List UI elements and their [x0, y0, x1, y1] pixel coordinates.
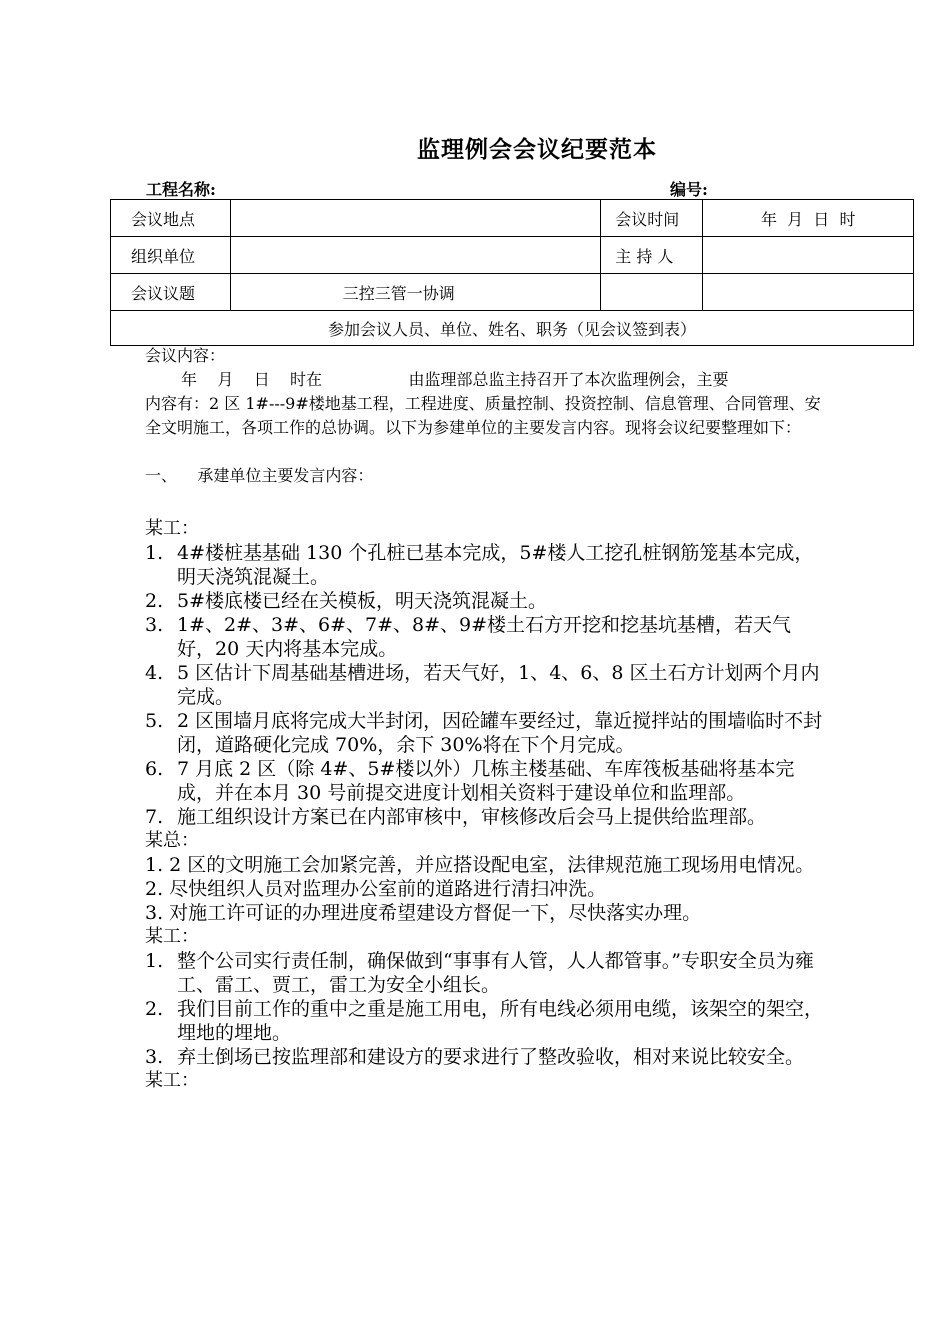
attendees-cell: 参加会议人员、单位、姓名、职务（见会议签到表） — [111, 311, 914, 346]
number-label: 编号: — [670, 180, 708, 199]
list-number: 6. — [145, 758, 164, 780]
list-number: 7. — [145, 806, 164, 828]
host-label: 主 持 人 — [601, 237, 703, 274]
content-heading: 会议内容： — [145, 346, 226, 365]
list-text: 4#楼桩基基础 130 个孔桩已基本完成，5#楼人工挖孔桩钢筋笼基本完成，明天浇筑混凝土。 — [177, 542, 814, 588]
list-number: 3. — [145, 614, 164, 636]
list-item — [145, 661, 825, 709]
list-item: 2. 尽快组织人员对监理办公室前的道路进行清扫冲洗。 — [145, 878, 607, 900]
speaker-label: 某总： — [145, 830, 199, 851]
list-item — [145, 805, 825, 829]
list-item: 1. 2 区的文明施工会加紧完善，并应搭设配电室，法律规范施工现场用电情况。 — [145, 854, 815, 876]
list-text: 2 区围墙月底将完成大半封闭，因砼罐车要经过，靠近搅拌站的围墙临时不封闭，道路硬化完成 70%，余下 30%将在下个月完成。 — [177, 710, 823, 756]
list-number: 4. — [145, 662, 164, 684]
list-number: 1. — [145, 542, 164, 564]
list-text: 5 区估计下周基础基槽进场，若天气好，1、4、6、8 区土石方计划两个月内完成。 — [177, 662, 820, 708]
topic-empty-cell — [601, 274, 703, 311]
list-item — [145, 541, 825, 589]
list-item — [145, 997, 825, 1045]
time-value: 年 月 日 时 — [703, 200, 914, 237]
list-number: 2. — [145, 998, 164, 1020]
doc-title: 监理例会会议纪要范本 — [417, 136, 657, 163]
list-number: 1. — [145, 950, 164, 972]
list-text: 弃土倒场已按监理部和建设方的要求进行了整改验收，相对来说比较安全。 — [177, 1046, 805, 1068]
list-item — [145, 709, 825, 757]
list-text: 整个公司实行责任制，确保做到“事事有人管，人人都管事。”专职安全员为雍工、雷工、贾工，雷工为安全小组长。 — [177, 950, 814, 996]
list-text: 1#、2#、3#、6#、7#、8#、9#楼土石方开挖和挖基坑基槽，若天气好，20 天内将基本完成。 — [177, 614, 792, 660]
list-item — [145, 1045, 825, 1069]
topic-value — [230, 274, 601, 311]
topic-empty-cell — [703, 274, 914, 311]
list-item — [145, 757, 825, 805]
list-text: 5#楼底楼已经在关模板，明天浇筑混凝土。 — [177, 590, 548, 612]
list-text: 施工组织设计方案已在内部审核中，审核修改后会马上提供给监理部。 — [177, 806, 767, 828]
speaker3-items — [145, 949, 825, 1069]
meeting-content — [145, 344, 825, 488]
org-value — [230, 237, 601, 274]
time-label: 会议时间 — [601, 200, 703, 237]
list-item — [145, 613, 825, 661]
location-label: 会议地点 — [111, 200, 231, 237]
intro-line: 年 月 日 时在 由监理部总监主持召开了本次监理例会，主要 — [181, 370, 729, 389]
list-item: 3. 对施工许可证的办理进度希望建设方督促一下，尽快落实办理。 — [145, 902, 702, 924]
meeting-info-table — [110, 199, 914, 346]
list-item — [145, 949, 825, 997]
speaker1-items — [145, 541, 825, 829]
speaker2-items — [145, 853, 825, 925]
list-item — [145, 589, 825, 613]
speaker-label: 某工： — [145, 518, 199, 539]
table-row — [111, 237, 914, 274]
org-label: 组织单位 — [111, 237, 231, 274]
location-value — [230, 200, 601, 237]
host-value — [703, 237, 914, 274]
table-row — [111, 200, 914, 237]
list-text: 7 月底 2 区（除 4#、5#楼以外）几栋主楼基础、车库筏板基础将基本完成，并在本月 30 号前提交进度计划相关资料于建设单位和监理部。 — [177, 758, 795, 804]
topic-text: 三控三管一协调 — [342, 283, 455, 303]
list-number: 5. — [145, 710, 164, 732]
speaker-label: 某工： — [145, 926, 199, 947]
table-row — [111, 274, 914, 311]
project-name-label: 工程名称: — [146, 180, 216, 199]
list-number: 2. — [145, 590, 164, 612]
list-number: 3. — [145, 1046, 164, 1068]
section-heading: 一、 承建单位主要发言内容： — [145, 466, 374, 485]
speech-list — [145, 517, 825, 1093]
list-text: 我们目前工作的重中之重是施工用电，所有电线必须用电缆，该架空的架空，埋地的埋地。 — [177, 998, 824, 1044]
table-row — [111, 311, 914, 346]
speaker-label: 某工： — [145, 1070, 199, 1091]
topic-label: 会议议题 — [111, 274, 231, 311]
intro-text: 内容有：2 区 1#---9#楼地基工程，工程进度、质量控制、投资控制、信息管理、合同管理、安全文明施工，各项工作的总协调。以下为参建单位的主要发言内容。现将会议纪要整理如下： — [145, 394, 821, 437]
